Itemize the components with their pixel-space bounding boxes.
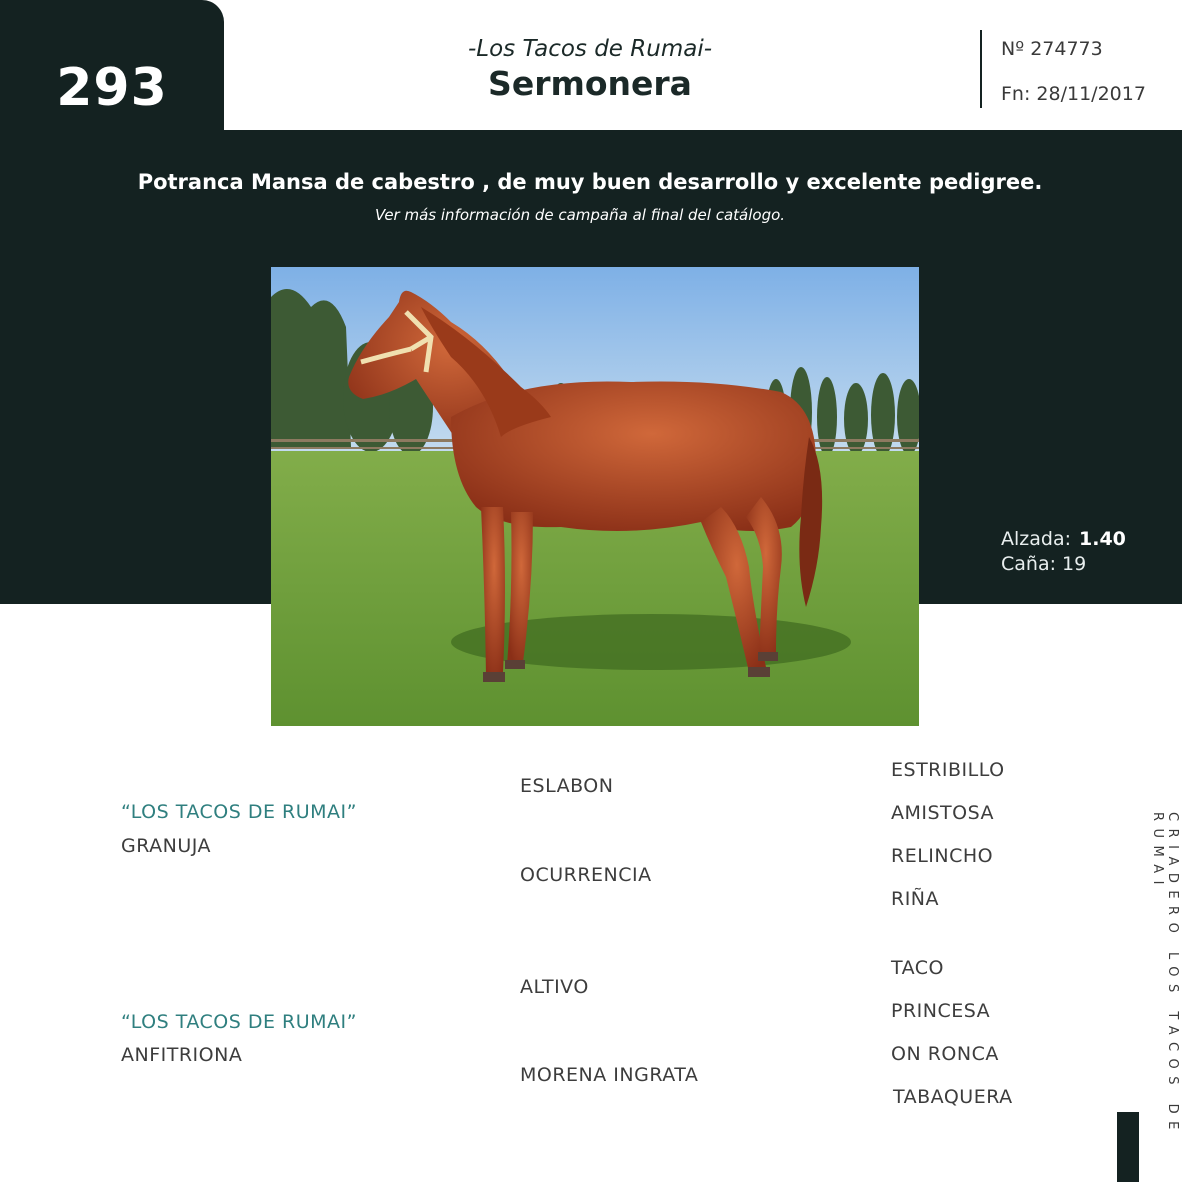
- sire-sire: ESLABON: [520, 775, 614, 797]
- breeder-subtitle: -Los Tacos de Rumai-: [467, 36, 713, 62]
- cana-measurement: Caña: 19: [1001, 553, 1087, 575]
- registration-number: Nº 274773: [1001, 38, 1103, 60]
- criadero-vertical-label: CRIADERO LOS TACOS DE RUMAI: [1150, 812, 1180, 1137]
- description-text: Potranca Mansa de cabestro , de muy buen desarrollo y excelente pedigree.: [137, 170, 1043, 194]
- header-divider: [980, 30, 982, 108]
- sire-grandparent-1: ESTRIBILLO: [891, 759, 1005, 781]
- sire-grandparent-4: RIÑA: [891, 888, 940, 910]
- horse-name: Sermonera: [488, 64, 692, 103]
- sire-name: GRANUJA: [121, 835, 212, 857]
- horse-photo: [271, 267, 919, 726]
- corner-bar: [1117, 1112, 1139, 1182]
- dam-grandparent-2: PRINCESA: [891, 1000, 991, 1022]
- dam-name: ANFITRIONA: [121, 1044, 243, 1066]
- birth-date: Fn: 28/11/2017: [1001, 83, 1146, 105]
- dam-grandparent-1: TACO: [891, 957, 945, 979]
- sire-dam: OCURRENCIA: [520, 864, 652, 886]
- sire-breeder: “LOS TACOS DE RUMAI”: [121, 801, 357, 823]
- dam-grandparent-3: ON RONCA: [891, 1043, 999, 1065]
- description-note: Ver más información de campaña al final del catálogo.: [374, 206, 786, 224]
- dam-grandparent-4: TABAQUERA: [893, 1086, 1013, 1108]
- sire-grandparent-2: AMISTOSA: [891, 802, 995, 824]
- sire-grandparent-3: RELINCHO: [891, 845, 994, 867]
- lot-number: 293: [56, 58, 168, 118]
- alzada-measurement: [1001, 528, 1126, 550]
- alzada-label: Alzada:: [1001, 528, 1071, 550]
- dam-breeder: “LOS TACOS DE RUMAI”: [121, 1011, 357, 1033]
- alzada-value: 1.40: [1079, 528, 1126, 550]
- dam-sire: ALTIVO: [520, 976, 589, 998]
- dam-dam: MORENA INGRATA: [520, 1064, 699, 1086]
